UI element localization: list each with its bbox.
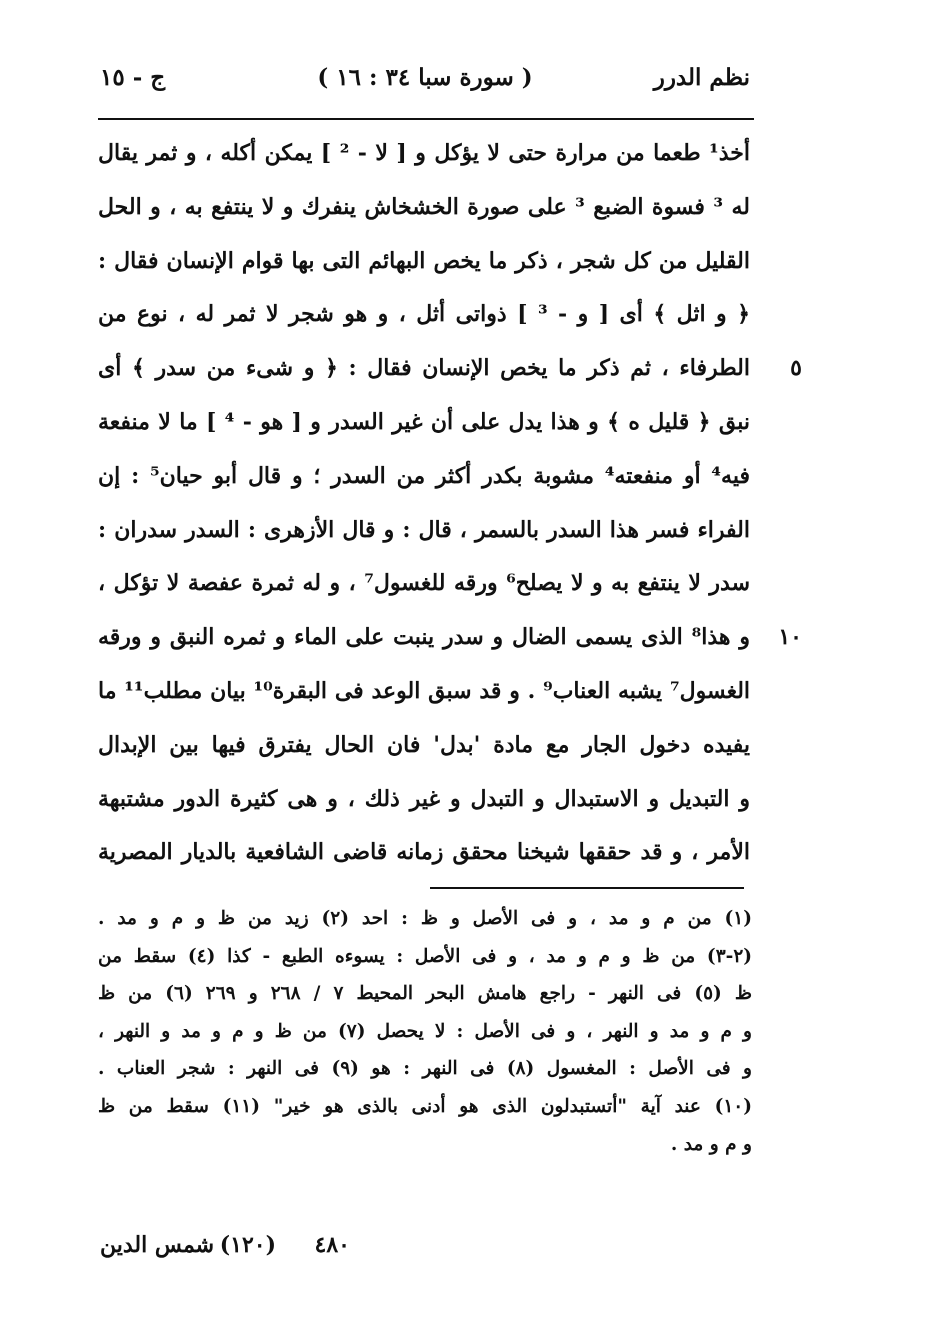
line-text: و هذا⁸ الذى يسمى الضال و سدر ينبت على الماء و ثمره النبق و ورقه bbox=[98, 624, 751, 651]
text-line bbox=[98, 719, 750, 773]
text-line bbox=[98, 288, 750, 342]
footnote-line: و م و مد . bbox=[670, 1133, 752, 1155]
footnote-line: ظ (٥) فى النهر - راجع هامش البحر المحيط ٧ / ٢٦٨ و ٢٦٩ (٦) من ظ bbox=[98, 983, 752, 1005]
line-text: الغسول⁷ يشبه العناب⁹ . و قد سبق الوعد فى البقرة¹⁰ بيان مطلب¹¹ ما bbox=[98, 677, 751, 704]
line-text: فيه⁴ أو منفعته⁴ مشوبة بكدر أكثر من السدر ؛ و قال أبو حيان⁵ : إن bbox=[98, 462, 750, 489]
text-line bbox=[98, 396, 750, 450]
text-line bbox=[98, 826, 750, 880]
text-line bbox=[98, 773, 750, 827]
signature-mark: ٤٨٠ bbox=[314, 1232, 350, 1258]
line-text: القليل من كل شجر ، ذكر ما يخص البهائم التى بها قوام الإنسان فقال : bbox=[98, 247, 750, 274]
footnote-line: (٢-٣) من ظ و م و مد ، و فى الأصل : يسوءه الطبع - كذا (٤) سقط من bbox=[98, 945, 753, 967]
footnote-line: و م و مد و النهر ، و فى الأصل : لا يحصل (٧) من ظ و م و مد و النهر ، bbox=[98, 1020, 752, 1042]
line-text: ﴿ و اثل ﴾ أى [ و - ³ ] ذواتى أثل ، و هو شجر لا ثمر له ، نوع من bbox=[98, 301, 751, 328]
line-text: الأمر ، و قد حققها شيخنا محقق زمانه قاضى الشافعية بالديار المصرية bbox=[98, 839, 750, 866]
line-number: ٥ bbox=[790, 355, 802, 382]
line-text: يفيده دخول الجار مع مادة 'بدل' فان الحال يفترق فيها بين الإبدال bbox=[98, 731, 750, 758]
page-footer bbox=[100, 1232, 440, 1272]
text-line bbox=[98, 235, 750, 289]
text-line bbox=[98, 504, 750, 558]
text-line bbox=[98, 127, 750, 181]
line-text: له ³ فسوة الضبع ³ على صورة الخشخاش ينفرك و لا ينتفع به ، و الحل bbox=[98, 193, 750, 220]
signature-name: شمس الدين bbox=[100, 1232, 215, 1258]
text-line bbox=[98, 181, 750, 235]
line-text: أخذ¹ طعما من مرارة حتى لا يؤكل و [ لا - ² ] يمكن أكله ، و ثمر يقال bbox=[98, 140, 751, 166]
line-number: ١٠ bbox=[778, 624, 802, 651]
text-line bbox=[98, 611, 802, 665]
header-rule bbox=[98, 118, 754, 120]
text-line bbox=[98, 450, 750, 504]
footnote-separator bbox=[430, 887, 744, 889]
footnotes bbox=[98, 900, 752, 1163]
line-text: الطرفاء ، ثم ذكر ما يخص الإنسان فقال : ﴿ و شىء من سدر ﴾ أى bbox=[98, 355, 750, 382]
line-text: نبق ﴿ قليل ه ﴾ و هذا يدل على أن غير السدر و [ هو - ⁴ ] ما لا منفعة bbox=[98, 408, 750, 435]
footnote-line: (١) من م و مد ، و فى الأصل و ظ : احد (٢) زيد من ظ و م و مد . bbox=[98, 908, 752, 929]
text-line bbox=[98, 342, 802, 396]
book-title: نظم الدرر bbox=[653, 64, 750, 91]
footnote-line: و فى الأصل : المغسول (٨) فى النهر : هو (٩) فى النهر : شجر العناب . bbox=[98, 1058, 752, 1080]
printer-number: (١٢٠) bbox=[219, 1232, 276, 1258]
line-text: سدر لا ينتفع به و لا يصلح⁶ ورقه للغسول⁷ ، و له ثمرة عفصة لا تؤكل ، bbox=[98, 570, 751, 597]
main-text bbox=[98, 127, 802, 880]
page-header bbox=[100, 58, 750, 106]
footnote-line: (١٠) عند آية "أتستبدلون الذى هو أدنى بالذى هو خير" (١١) سقط من ظ bbox=[98, 1095, 752, 1117]
volume-page-number: ج - ١٥ bbox=[100, 64, 166, 91]
text-line bbox=[98, 557, 750, 611]
line-text: الفراء فسر هذا السدر بالسمر ، قال : و قال الأزهرى : السدر سدران : bbox=[98, 516, 750, 543]
line-text: و التبديل و الاستبدال و التبدل و غير ذلك ، و هى كثيرة الدور مشتبهة bbox=[98, 785, 750, 812]
text-line bbox=[98, 665, 750, 719]
surah-reference: ( سورة سبا ٣٤ : ١٦ ) bbox=[317, 64, 533, 91]
